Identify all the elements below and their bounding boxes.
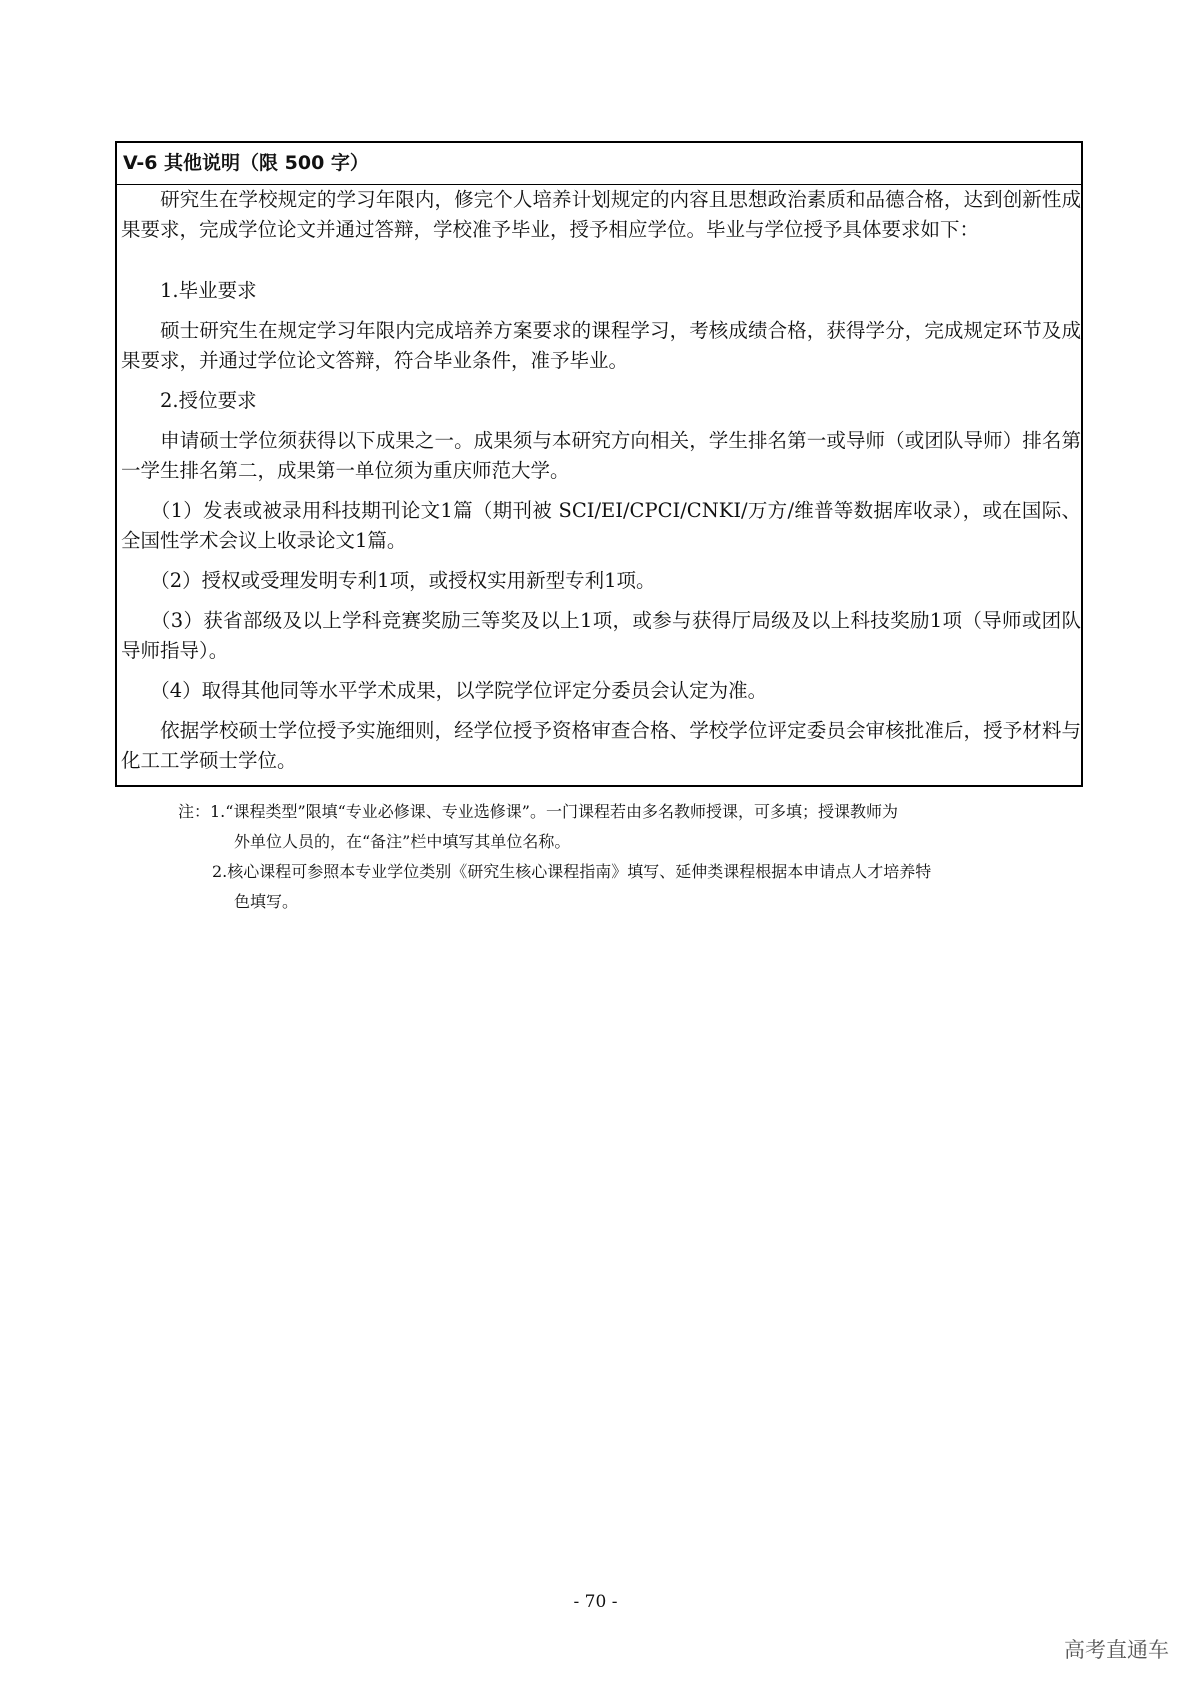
graduation-heading: 1.毕业要求 xyxy=(121,279,257,302)
section-title: V-6 其他说明（限 500 字） xyxy=(117,143,1081,185)
page-number: - 70 - xyxy=(573,1592,618,1612)
requirement-item-2: （2）授权或受理发明专利1项，或授权实用新型专利1项。 xyxy=(121,569,656,592)
note-1-line-1: 注：1.“课程类型”限填“专业必修课、专业选修课”。一门课程若由多名教师授课，可多填；授课教师为 xyxy=(178,802,898,821)
note-2-line-1: 2.核心课程可参照本专业学位类别《研究生核心课程指南》填写、延伸类课程根据本申请点人才培养特 xyxy=(212,862,932,881)
footnotes xyxy=(178,797,1038,917)
degree-paragraph: 申请硕士学位须获得以下成果之一。成果须与本研究方向相关，学生排名第一或导师（或团队导师）排名第一学生排名第二，成果第一单位须为重庆师范大学。 xyxy=(121,429,1081,482)
graduation-paragraph: 硕士研究生在规定学习年限内完成培养方案要求的课程学习，考核成绩合格，获得学分，完成规定环节及成果要求，并通过学位论文答辩，符合毕业条件，准予毕业。 xyxy=(121,319,1081,372)
watermark-text: 高考直通车 xyxy=(1064,1638,1169,1662)
degree-heading: 2.授位要求 xyxy=(121,389,257,412)
closing-paragraph: 依据学校硕士学位授予实施细则，经学位授予资格审查合格、学校学位评定委员会审核批准后，授予材料与化工工学硕士学位。 xyxy=(121,719,1081,772)
requirement-item-3: （3）获省部级及以上学科竞赛奖励三等奖及以上1项，或参与获得厅局级及以上科技奖励1项（导师或团队导师指导）。 xyxy=(121,609,1081,662)
note-2-line-2: 色填写。 xyxy=(234,892,299,911)
requirement-item-1: （1）发表或被录用科技期刊论文1篇（期刊被 SCI/EI/CPCI/CNKI/万方/维普等数据库收录），或在国际、全国性学术会议上收录论文1篇。 xyxy=(121,499,1081,552)
intro-paragraph: 研究生在学校规定的学习年限内，修完个人培养计划规定的内容且思想政治素质和品德合格，达到创新性成果要求，完成学位论文并通过答辩，学校准予毕业，授予相应学位。毕业与学位授予具体要求如下： xyxy=(121,188,1081,241)
other-notes-section xyxy=(115,141,1083,787)
requirement-item-4: （4）取得其他同等水平学术成果，以学院学位评定分委员会认定为准。 xyxy=(121,679,768,702)
note-1-line-2: 外单位人员的，在“备注”栏中填写其单位名称。 xyxy=(234,832,571,851)
